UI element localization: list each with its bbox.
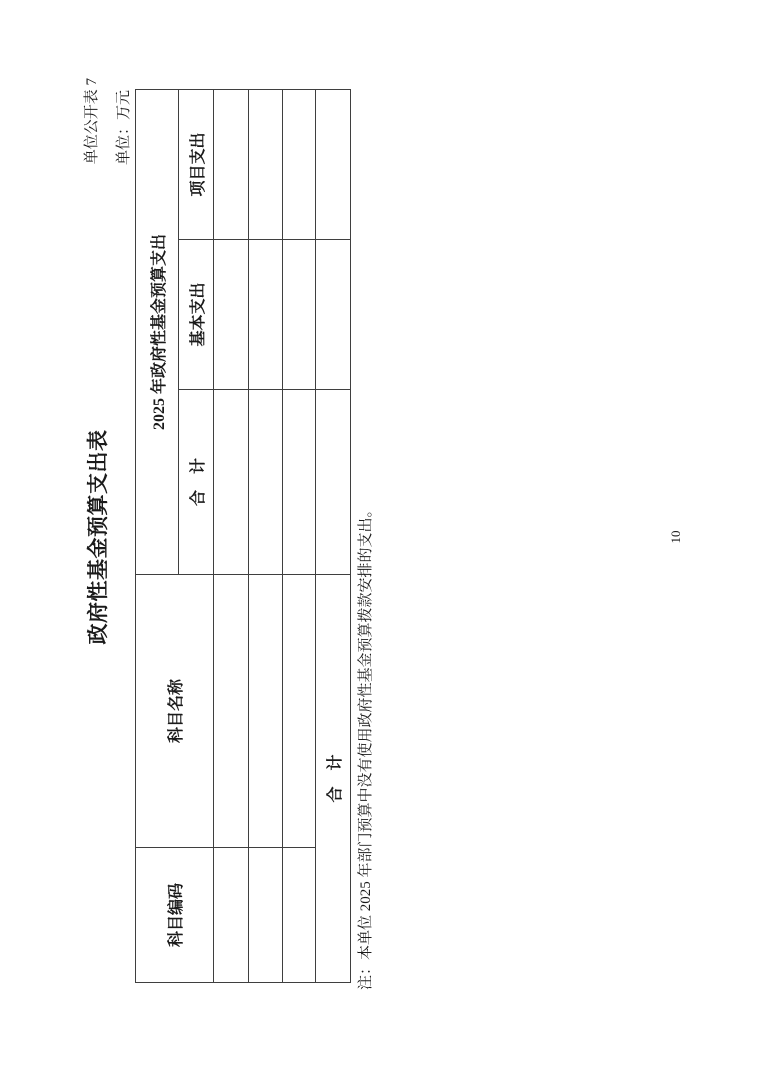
empty-cell	[249, 575, 283, 848]
empty-cell	[249, 390, 283, 575]
empty-cell	[283, 575, 316, 848]
total-row	[316, 90, 351, 983]
empty-cell	[214, 848, 249, 983]
page-number: 10	[668, 530, 683, 544]
total-row-total-value	[316, 390, 351, 575]
footnote: 注：本单位 2025 年部门预算中没有使用政府性基金预算拨款安排的支出。	[358, 502, 374, 990]
empty-cell	[283, 390, 316, 575]
header-subject-name: 科目名称	[136, 575, 214, 848]
empty-cell	[214, 390, 249, 575]
empty-cell	[249, 90, 283, 240]
empty-cell	[283, 240, 316, 390]
total-row-project-value	[316, 90, 351, 240]
empty-cell	[283, 848, 316, 983]
empty-cell	[214, 90, 249, 240]
total-row-label: 合 计	[316, 575, 351, 983]
unit-of-measure-label: 单位：万元	[116, 90, 132, 166]
budget-table	[135, 89, 351, 983]
header-row-1	[136, 90, 179, 983]
header-project-expenditure: 项目支出	[179, 90, 214, 240]
empty-cell	[249, 848, 283, 983]
empty-cell	[283, 90, 316, 240]
page-title: 政府性基金预算支出表	[86, 429, 110, 645]
empty-row	[249, 90, 283, 983]
header-subject-code: 科目编码	[136, 848, 214, 983]
empty-cell	[214, 575, 249, 848]
header-year-group: 2025 年政府性基金预算支出	[136, 90, 179, 575]
header-total: 合 计	[179, 390, 214, 575]
form-number-label: 单位公开表 7	[84, 78, 100, 165]
empty-row	[283, 90, 316, 983]
empty-row	[214, 90, 249, 983]
total-row-basic-value	[316, 240, 351, 390]
empty-cell	[214, 240, 249, 390]
empty-cell	[249, 240, 283, 390]
header-basic-expenditure: 基本支出	[179, 240, 214, 390]
